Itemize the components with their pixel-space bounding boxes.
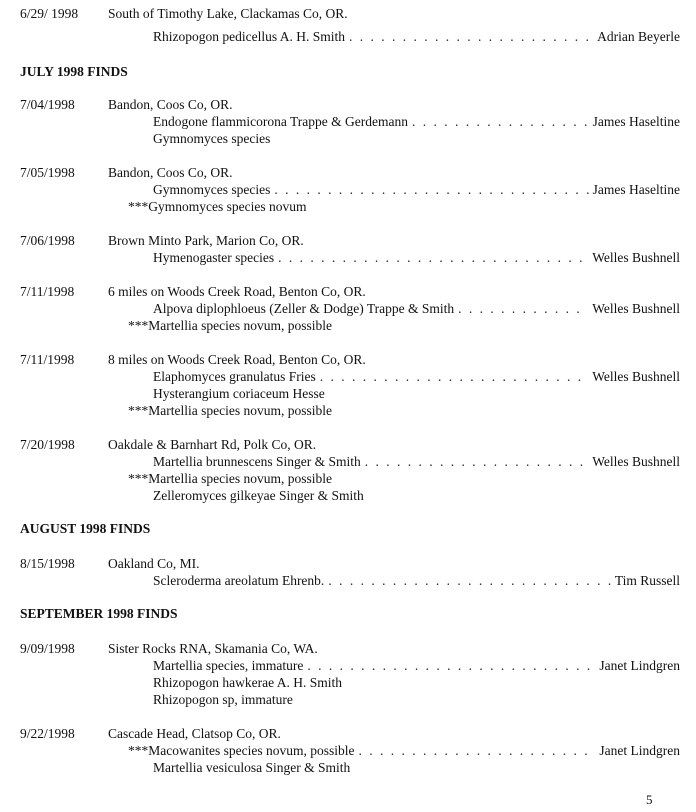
- finder-name: Janet Lindgren: [599, 743, 680, 758]
- species-line: [153, 657, 680, 674]
- dot-leader: [328, 572, 611, 589]
- species-name: Rhizopogon hawkerae A. H. Smith: [153, 675, 342, 690]
- species-name: Alpova diplophloeus (Zeller & Dodge) Trappe & Smith: [153, 301, 455, 316]
- species-name: ***Gymnomyces species novum: [128, 199, 307, 214]
- species-line: [153, 300, 680, 317]
- species-line: [153, 113, 680, 130]
- dot-leader: [358, 742, 595, 759]
- species-name: Gymnomyces species: [153, 182, 271, 197]
- entry-date: 7/04/1998: [20, 97, 75, 112]
- species-name: ***Martellia species novum, possible: [128, 403, 332, 418]
- species-line-new: [128, 470, 680, 487]
- finder-name: Welles Bushnell: [592, 301, 680, 316]
- dot-leader: [274, 181, 588, 198]
- species-line-new: [128, 402, 680, 419]
- finder-name: James Haseltine: [592, 182, 680, 197]
- finder-name: Welles Bushnell: [592, 250, 680, 265]
- page-number: 5: [646, 792, 653, 807]
- dot-leader: [278, 249, 588, 266]
- species-name: Zelleromyces gilkeyae Singer & Smith: [153, 488, 364, 503]
- entry-date: 8/15/1998: [20, 556, 75, 571]
- entry-date: 6/29/ 1998: [20, 6, 79, 21]
- species-line-new: [128, 317, 680, 334]
- species-line: [153, 487, 680, 504]
- species-name: ***Martellia species novum, possible: [128, 318, 332, 333]
- species-name: Rhizopogon pedicellus A. H. Smith: [153, 29, 345, 44]
- entry-location: Bandon, Coos Co, OR.: [108, 97, 233, 112]
- entry-date: 7/05/1998: [20, 165, 75, 180]
- species-name: Elaphomyces granulatus Fries: [153, 369, 316, 384]
- species-name: ***Martellia species novum, possible: [128, 471, 332, 486]
- species-line: [153, 691, 680, 708]
- entry-date: 9/09/1998: [20, 641, 75, 656]
- finder-name: Welles Bushnell: [592, 454, 680, 469]
- species-line: [153, 368, 680, 385]
- species-line: [153, 385, 680, 402]
- entry-date: 9/22/1998: [20, 726, 75, 741]
- species-name: Martellia vesiculosa Singer & Smith: [153, 760, 351, 775]
- dot-leader: [458, 300, 588, 317]
- species-name: Hymenogaster species: [153, 250, 275, 265]
- species-name: Endogone flammicorona Trappe & Gerdemann: [153, 114, 408, 129]
- entry-location: Oakland Co, MI.: [108, 556, 200, 571]
- entry-date: 7/11/1998: [20, 352, 75, 367]
- dot-leader: [412, 113, 589, 130]
- species-name: ***Macowanites species novum, possible: [128, 743, 355, 758]
- species-line-new: [128, 198, 680, 215]
- entry-location: Oakdale & Barnhart Rd, Polk Co, OR.: [108, 437, 317, 452]
- finder-name: Janet Lindgren: [599, 658, 680, 673]
- entry-location: Cascade Head, Clatsop Co, OR.: [108, 726, 281, 741]
- dot-leader: [307, 657, 595, 674]
- section-heading-august: AUGUST 1998 FINDS: [20, 521, 151, 536]
- species-line: [153, 181, 680, 198]
- section-heading-september: SEPTEMBER 1998 FINDS: [20, 606, 178, 621]
- dot-leader: [349, 28, 593, 45]
- entry-date: 7/06/1998: [20, 233, 75, 248]
- entry-location: South of Timothy Lake, Clackamas Co, OR.: [108, 6, 348, 21]
- species-line: [153, 759, 680, 776]
- entry-location: Brown Minto Park, Marion Co, OR.: [108, 233, 304, 248]
- species-name: Gymnomyces species: [153, 131, 271, 146]
- species-line: [153, 453, 680, 470]
- species-line: [153, 249, 680, 266]
- species-name: Martellia species, immature: [153, 658, 304, 673]
- finder-name: Welles Bushnell: [592, 369, 680, 384]
- finder-name: James Haseltine: [592, 114, 680, 129]
- species-line: [153, 130, 680, 147]
- entry-location: Bandon, Coos Co, OR.: [108, 165, 233, 180]
- entry-location: 6 miles on Woods Creek Road, Benton Co, OR.: [108, 284, 366, 299]
- species-name: Rhizopogon sp, immature: [153, 692, 293, 707]
- entry-location: Sister Rocks RNA, Skamania Co, WA.: [108, 641, 318, 656]
- entry-date: 7/20/1998: [20, 437, 75, 452]
- entry-location: 8 miles on Woods Creek Road, Benton Co, OR.: [108, 352, 366, 367]
- finder-name: Tim Russell: [614, 573, 680, 588]
- species-name: Hysterangium coriaceum Hesse: [153, 386, 325, 401]
- species-line: [153, 674, 680, 691]
- dot-leader: [365, 453, 589, 470]
- finder-name: Adrian Beyerle: [597, 29, 680, 44]
- section-heading-july: JULY 1998 FINDS: [20, 64, 128, 79]
- species-line: [153, 572, 680, 589]
- species-line-new: [128, 742, 680, 759]
- entry-date: 7/11/1998: [20, 284, 75, 299]
- dot-leader: [320, 368, 589, 385]
- species-line: [153, 28, 680, 45]
- species-name: Martellia brunnescens Singer & Smith: [153, 454, 361, 469]
- species-name: Scleroderma areolatum Ehrenb.: [153, 573, 325, 588]
